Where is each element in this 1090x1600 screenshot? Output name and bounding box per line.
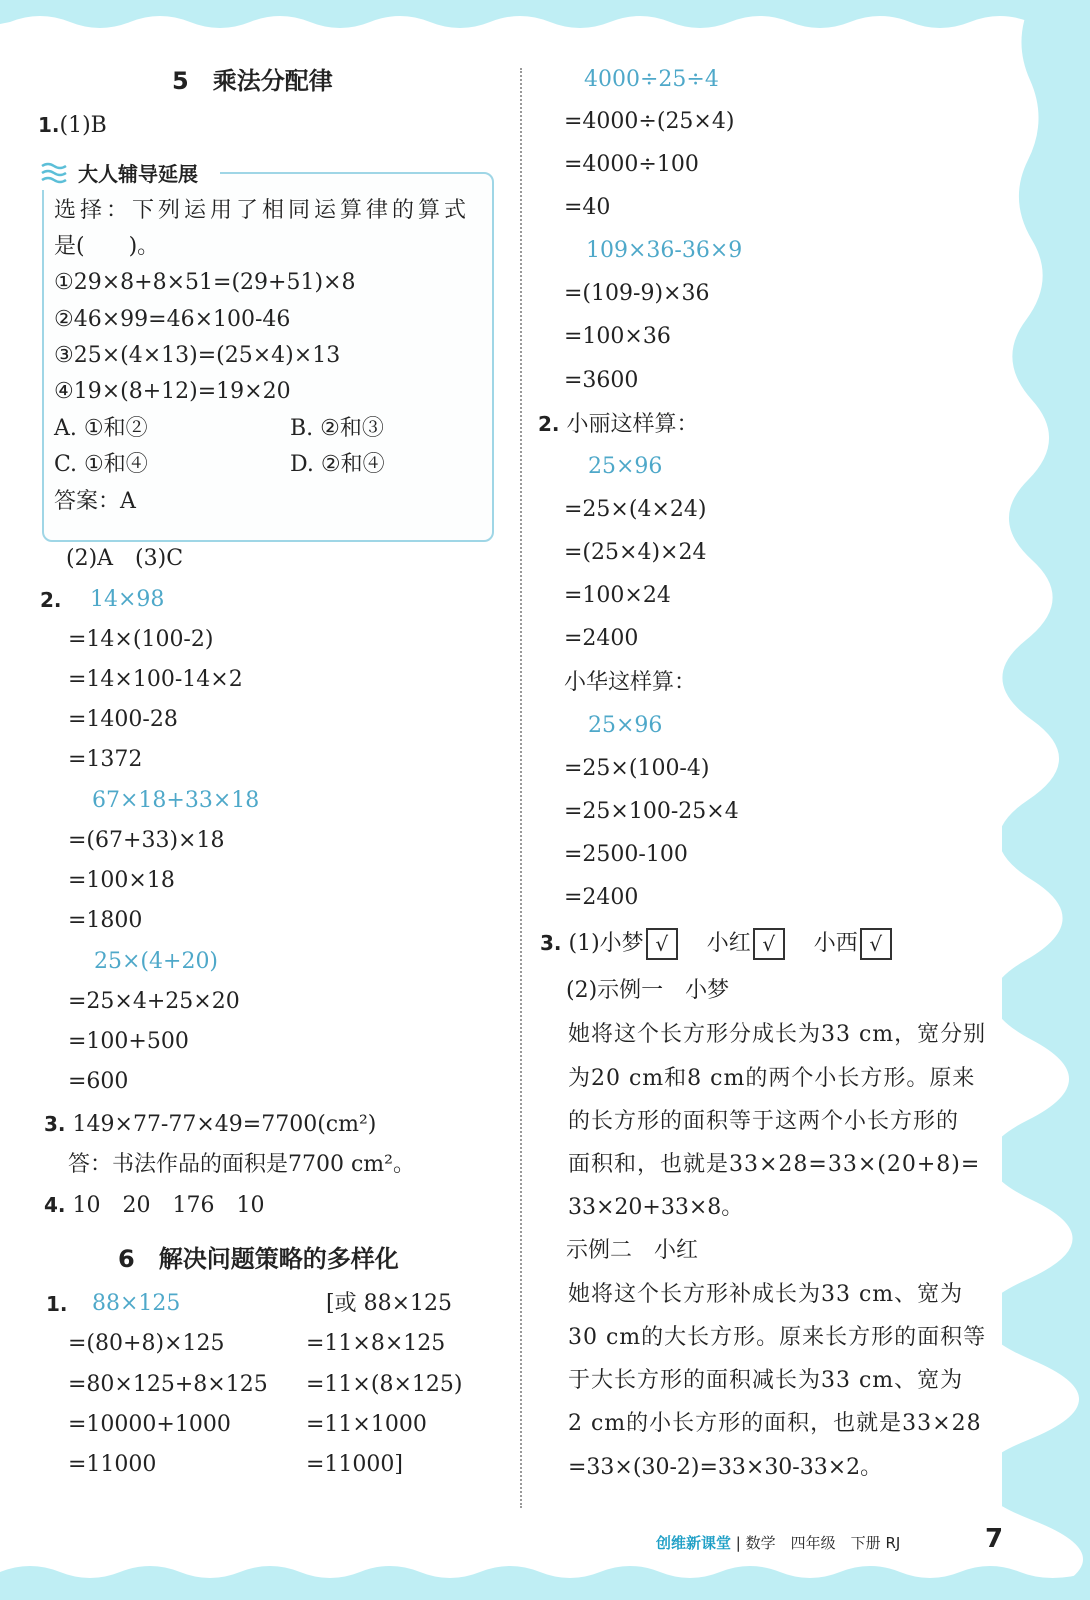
example1-text: 她将这个长方形分成长为33 cm，宽分别	[568, 1022, 987, 1047]
example1-text: 的长方形的面积等于这两个小长方形的	[568, 1109, 960, 1134]
example2-title: 示例二 小红	[566, 1238, 699, 1263]
r-q2-intro: 2. 小丽这样算：	[538, 412, 699, 437]
calc-step: =25×100-25×4	[564, 799, 739, 824]
calc-step: =3600	[564, 368, 639, 393]
r-q3-part2: (2)示例一 小梦	[566, 978, 730, 1003]
calc-expression: 109×36-36×9	[586, 238, 743, 263]
s5-q3-line2: 答：书法作品的面积是7700 cm²。	[68, 1152, 415, 1177]
column-divider	[520, 68, 522, 1508]
tip-option-c: C. ①和④	[54, 452, 148, 477]
section6-heading: 6 解决问题策略的多样化	[118, 1245, 399, 1273]
r-q3-part1: 3. (1)小梦 √ 小红 √ 小西 √	[540, 928, 892, 960]
example1-text: 33×20+33×8。	[568, 1195, 744, 1220]
check-box-xiaomeng: √	[646, 928, 678, 960]
brand-label: 创维新课堂	[656, 1534, 732, 1552]
example2-text: 30 cm的大长方形。原来长方形的面积等	[568, 1325, 987, 1350]
calc-expression: 14×98	[90, 587, 165, 612]
s5-q4-line: 4. 10 20 176 10	[44, 1193, 265, 1218]
page-footer: 创维新课堂 | 数学 四年级 下册 RJ	[656, 1534, 901, 1552]
s5-q1-rest: (2)A (3)C	[66, 546, 184, 571]
tip-answer: 答案：A	[54, 489, 136, 514]
s5-q3-line1: 3. 149×77-77×49=7700(cm²)	[44, 1112, 377, 1137]
example2-text: =33×(30-2)=33×30-33×2。	[568, 1455, 883, 1480]
check-box-xiaohong: √	[753, 928, 785, 960]
calc-step: =100×24	[564, 583, 671, 608]
calc-step: =(109-9)×36	[564, 281, 710, 306]
tip-item-2: ②46×99=46×100-46	[54, 307, 291, 332]
calc-expression: 25×(4+20)	[94, 949, 219, 974]
example1-text: 为20 cm和8 cm的两个小长方形。原来	[568, 1066, 976, 1091]
s5-q1-line: 1.(1)B	[38, 113, 107, 138]
example2-text: 于大长方形的面积减长为33 cm、宽为	[568, 1368, 964, 1393]
calc-expression: 25×96	[588, 713, 663, 738]
calc-step: =2400	[564, 626, 639, 651]
right-wave-border	[1002, 0, 1090, 1600]
s5-q2-number: 2.	[40, 588, 62, 612]
calc-step: =600	[68, 1069, 129, 1094]
xiaohua-intro: 小华这样算：	[564, 670, 697, 695]
top-wave-border	[0, 0, 1090, 40]
calc-step: =25×4+25×20	[68, 989, 240, 1014]
tip-title: 大人辅导延展	[78, 162, 198, 186]
s6-q1-number: 1.	[46, 1292, 68, 1316]
s6-left-step: =11000	[68, 1452, 157, 1477]
s6-left-expression: 88×125	[92, 1291, 181, 1316]
s6-right-step: =11×(8×125)	[306, 1372, 463, 1397]
calc-step: =1800	[68, 908, 143, 933]
calc-expression: 67×18+33×18	[92, 788, 260, 813]
calc-step: =(25×4)×24	[564, 540, 707, 565]
s6-left-step: =(80+8)×125	[68, 1331, 225, 1356]
calc-step: =1372	[68, 747, 143, 772]
calc-step: =100×18	[68, 868, 175, 893]
s6-right-step: =11000]	[306, 1452, 404, 1477]
example1-text: 面积和，也就是33×28=33×(20+8)=	[568, 1152, 981, 1177]
s6-right-expression: [或 88×125	[326, 1291, 452, 1316]
calc-step: =40	[564, 195, 611, 220]
calc-expression: 4000÷25÷4	[584, 67, 719, 92]
tip-option-d: D. ②和④	[290, 452, 385, 477]
calc-step: =(67+33)×18	[68, 828, 225, 853]
example2-text: 2 cm的小长方形的面积，也就是33×28	[568, 1411, 982, 1436]
calc-step: =4000÷(25×4)	[564, 109, 735, 134]
calc-expression: 25×96	[588, 454, 663, 479]
calc-step: =100+500	[68, 1029, 189, 1054]
wave-lines-icon	[40, 160, 70, 186]
calc-step: =2400	[564, 885, 639, 910]
calc-step: =25×(4×24)	[564, 497, 707, 522]
tip-question-line2: 是( )。	[54, 234, 160, 259]
calc-step: =25×(100-4)	[564, 756, 710, 781]
s6-left-step: =80×125+8×125	[68, 1372, 268, 1397]
tip-item-3: ③25×(4×13)=(25×4)×13	[54, 343, 341, 368]
bottom-wave-border	[0, 1552, 1090, 1600]
tip-option-b: B. ②和③	[290, 416, 384, 441]
calc-step: =2500-100	[564, 842, 688, 867]
tip-question-line1: 选择：下列运用了相同运算律的算式	[54, 198, 471, 223]
tip-item-4: ④19×(8+12)=19×20	[54, 379, 291, 404]
tip-item-1: ①29×8+8×51=(29+51)×8	[54, 270, 356, 295]
calc-step: =100×36	[564, 324, 671, 349]
example2-text: 她将这个长方形补成长为33 cm、宽为	[568, 1282, 964, 1307]
tip-option-a: A. ①和②	[54, 416, 148, 441]
s6-right-step: =11×8×125	[306, 1331, 446, 1356]
check-box-xiaoxi: √	[860, 928, 892, 960]
section5-heading: 5 乘法分配律	[172, 67, 333, 95]
calc-step: =4000÷100	[564, 152, 699, 177]
calc-step: =1400-28	[68, 707, 178, 732]
calc-step: =14×100-14×2	[68, 667, 243, 692]
calc-step: =14×(100-2)	[68, 627, 214, 652]
s6-right-step: =11×1000	[306, 1412, 427, 1437]
page-number: 7	[985, 1524, 1004, 1554]
s6-left-step: =10000+1000	[68, 1412, 231, 1437]
